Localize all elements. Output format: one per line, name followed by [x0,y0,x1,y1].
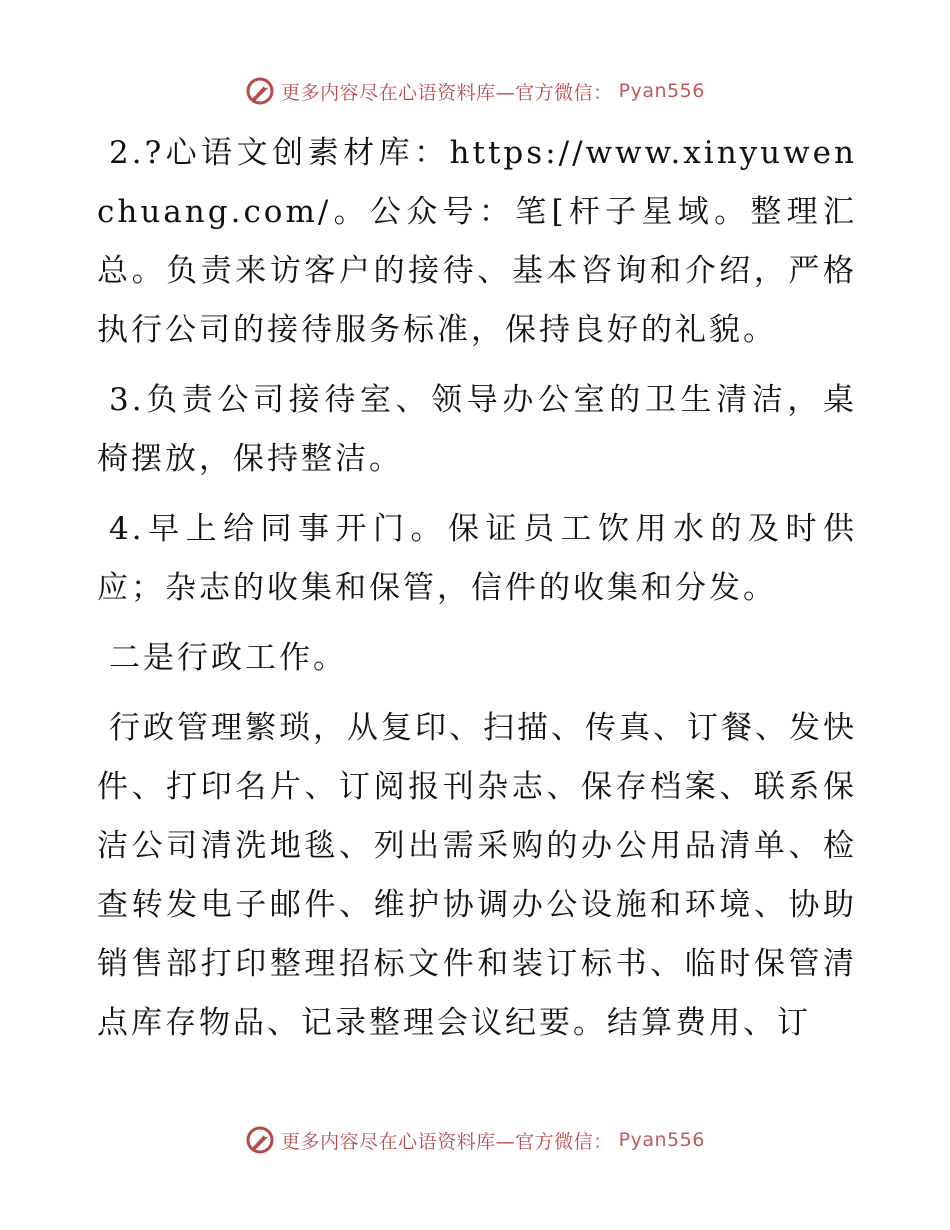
pen-logo-icon [245,76,275,106]
paragraph-3: 4.早上给同事开门。保证员工饮用水的及时供应；杂志的收集和保管，信件的收集和分发。 [97,511,857,606]
watermark-wechat-id: Pyan556 [618,1129,705,1151]
paragraph-5: 行政管理繁琐，从复印、扫描、传真、订餐、发快件、打印名片、订阅报刊杂志、保存档案、联系保洁公司清洗地毯、列出需采购的办公用品清单、检查转发电子邮件、维护协调办公设施和环境、协助销售部打印整理招标文件和装订标书、临时保管清点库存物品、记录整理会议纪要。结算费用、订 [97,710,857,1041]
watermark-text: 更多内容尽在心语资料库—官方微信： [281,1130,613,1153]
footer-watermark [0,1120,950,1160]
watermark-wechat-id: Pyan556 [618,80,705,102]
document-body [97,124,857,1053]
paragraph-2: 3.负责公司接待室、领导办公室的卫生清洁，桌椅摆放，保持整洁。 [97,382,857,477]
paragraph-4: 二是行政工作。 [109,640,347,676]
pen-logo-icon [245,1125,275,1155]
header-watermark [0,71,950,111]
watermark-text: 更多内容尽在心语资料库—官方微信： [281,81,613,104]
paragraph-1: 2.?心语文创素材库：https://www.xinyuwenchuang.com/。公众号：笔[杆子星域。整理汇总。负责来访客户的接待、基本咨询和介绍，严格执行公司的接待服务标准，保持良好的礼貌。 [97,135,857,348]
